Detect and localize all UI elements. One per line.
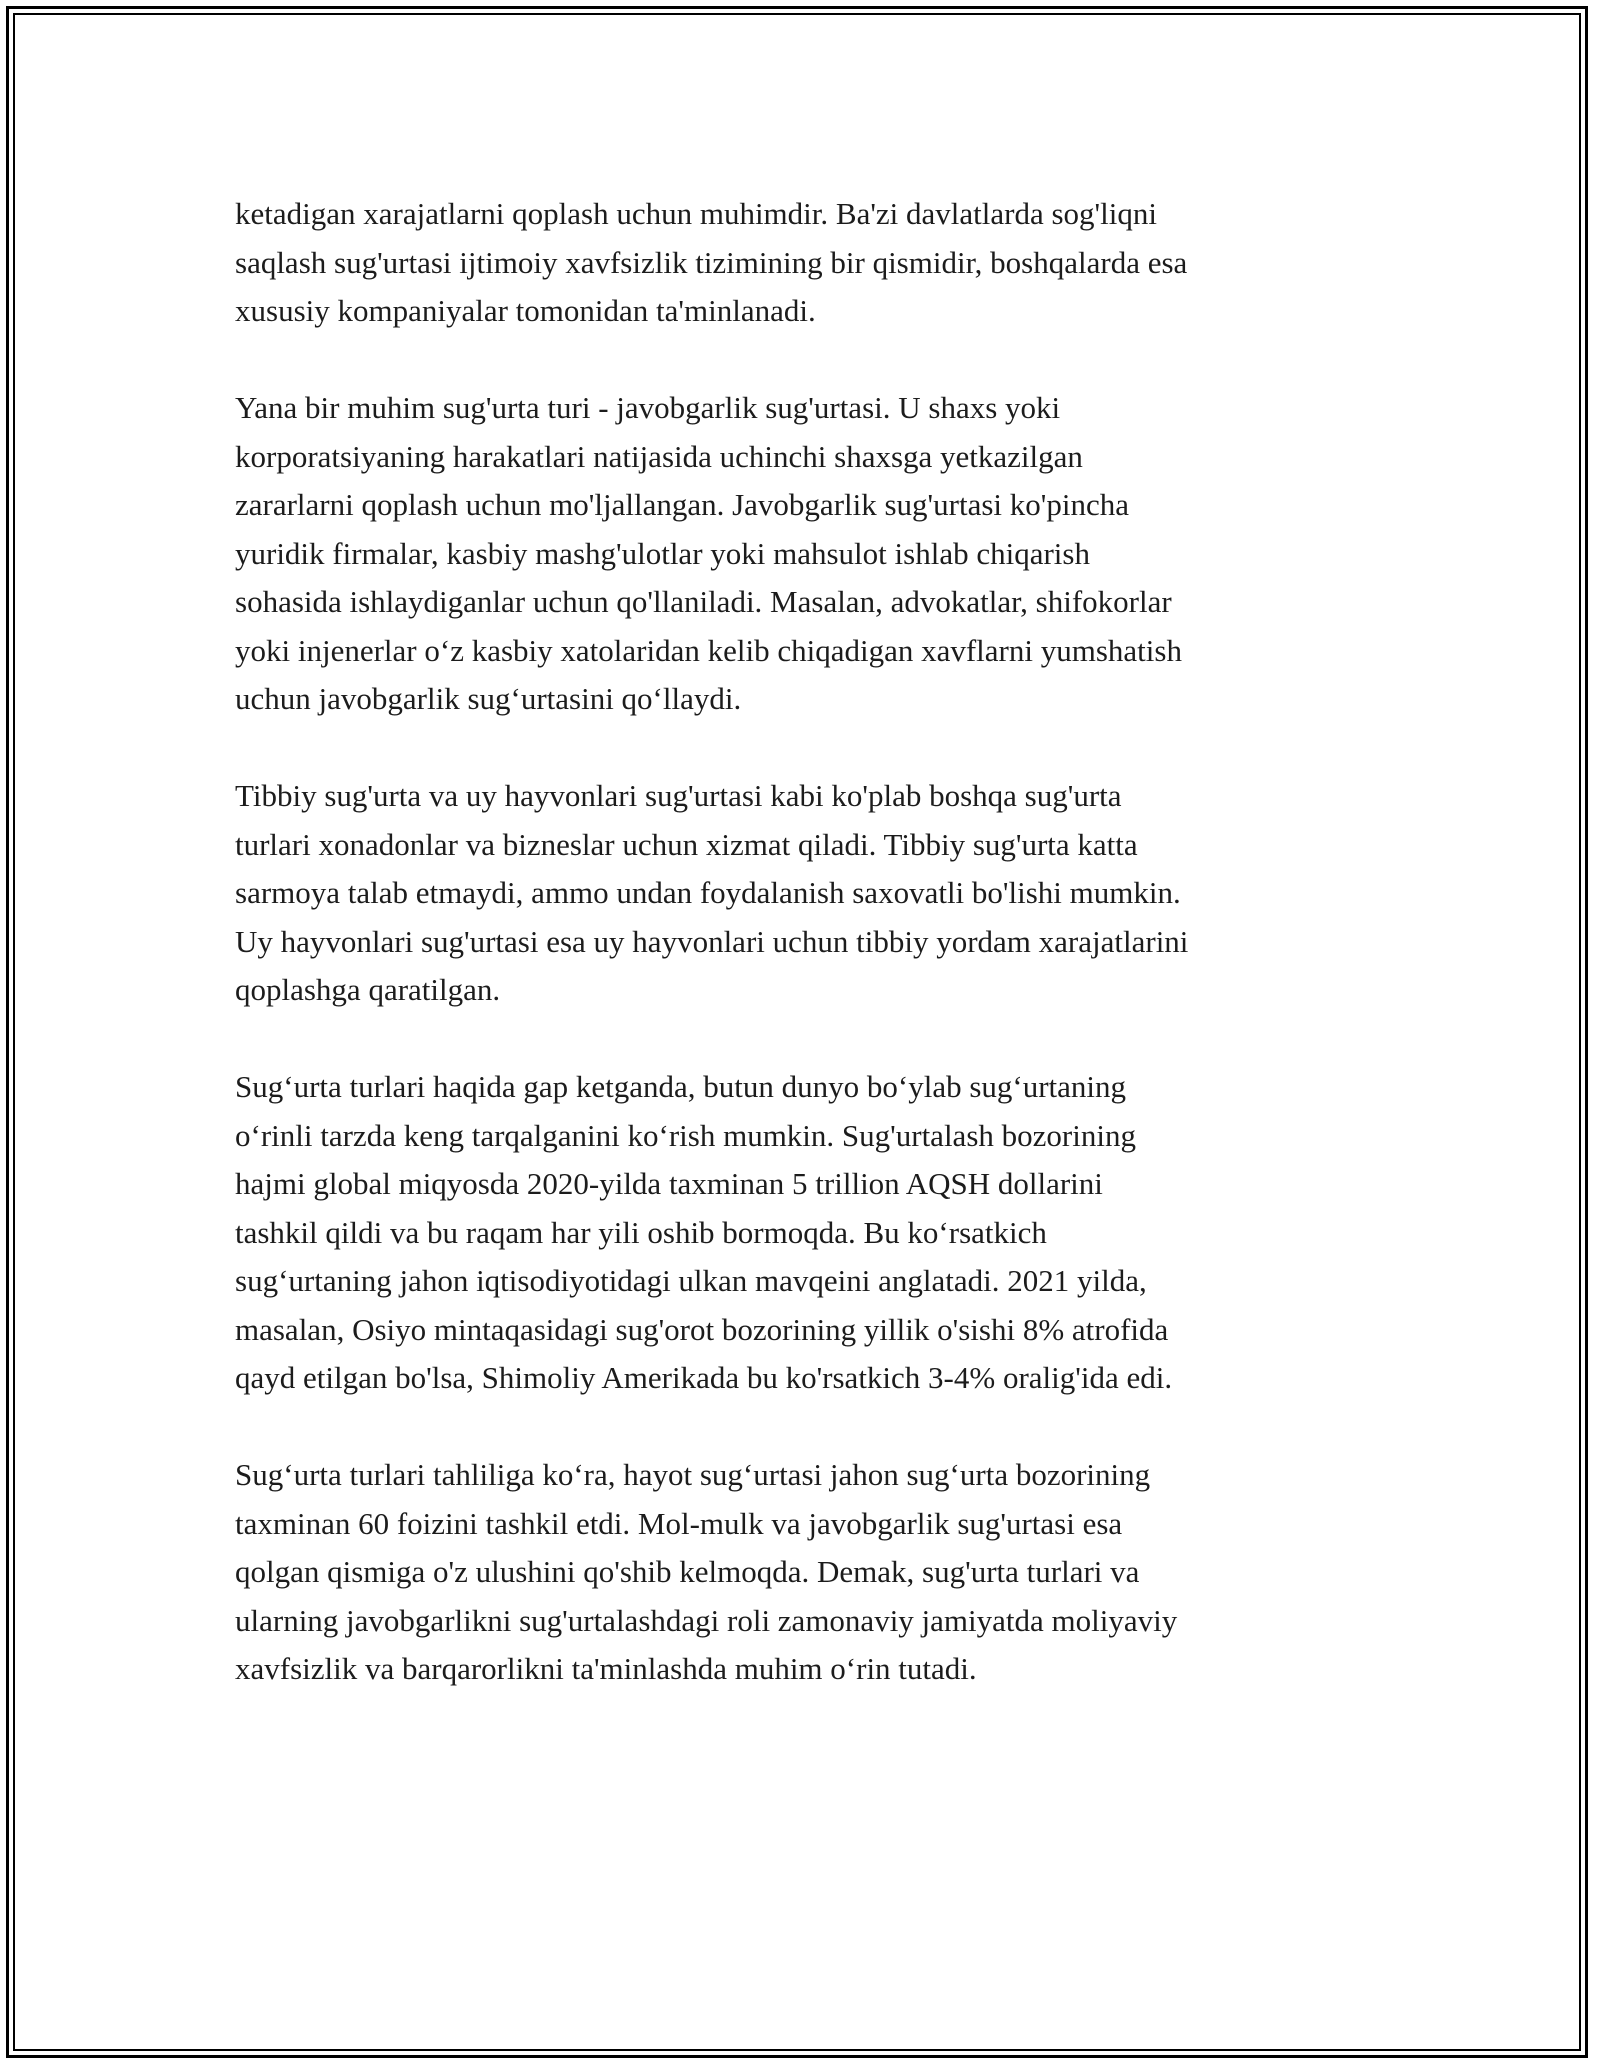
text-line: yoki injenerlar o‘z kasbiy xatolaridan kelib chiqadigan xavflarni yumshatish	[235, 632, 1182, 668]
paragraph-medical-pet-insurance	[235, 772, 1395, 1015]
text-line: tashkil qildi va bu raqam har yili oshib bormoqda. Bu ko‘rsatkich	[235, 1214, 1047, 1250]
text-line: masalan, Osiyo mintaqasidagi sug'orot bozorining yillik o'sishi 8% atrofida	[235, 1311, 1169, 1347]
text-line: sug‘urtaning jahon iqtisodiyotidagi ulkan mavqeini anglatadi. 2021 yilda,	[235, 1263, 1147, 1298]
paragraph-health-insurance-end	[235, 190, 1395, 336]
text-line: turlari xonadonlar va bizneslar uchun xizmat qiladi. Tibbiy sug'urta katta	[235, 826, 1138, 862]
text-line: Sug‘urta turlari haqida gap ketganda, butun dunyo bo‘ylab sug‘urtaning	[235, 1069, 1127, 1104]
text-line: ketadigan xarajatlarni qoplash uchun muhimdir. Ba'zi davlatlarda sog'liqni	[235, 196, 1157, 231]
text-line: qoplashga qaratilgan.	[235, 972, 501, 1007]
text-line: Tibbiy sug'urta va uy hayvonlari sug'urtasi kabi ko'plab boshqa sug'urta	[235, 778, 1122, 813]
text-line: qolgan qismiga o'z ulushini qo'shib kelmoqda. Demak, sug'urta turlari va	[235, 1554, 1140, 1589]
text-line: zararlarni qoplash uchun mo'ljallangan. Javobgarlik sug'urtasi ko'pincha	[235, 487, 1129, 522]
text-line: sohasida ishlaydiganlar uchun qo'llaniladi. Masalan, advokatlar, shifokorlar	[235, 584, 1172, 619]
text-line: hajmi global miqyosda 2020-yilda taxminan 5 trillion AQSH dollarini	[235, 1166, 1103, 1201]
text-line: taxminan 60 foizini tashkil etdi. Mol-mulk va javobgarlik sug'urtasi esa	[235, 1505, 1123, 1541]
text-line: ularning javobgarlikni sug'urtalashdagi roli zamonaviy jamiyatda moliyaviy	[235, 1602, 1178, 1638]
text-line: uchun javobgarlik sug‘urtasini qo‘llaydi.	[235, 681, 742, 716]
document-body	[235, 190, 1395, 1742]
text-line: xususiy kompaniyalar tomonidan ta'minlanadi.	[235, 293, 816, 328]
text-line: o‘rinli tarzda keng tarqalganini ko‘rish mumkin. Sug'urtalash bozorining	[235, 1117, 1136, 1153]
text-line: xavfsizlik va barqarorlikni ta'minlashda muhim o‘rin tutadi.	[235, 1651, 977, 1686]
paragraph-conclusion	[235, 1451, 1395, 1694]
text-line: yuridik firmalar, kasbiy mashg'ulotlar yoki mahsulot ishlab chiqarish	[235, 535, 1090, 571]
text-line: saqlash sug'urtasi ijtimoiy xavfsizlik tizimining bir qismidir, boshqalarda esa	[235, 244, 1188, 280]
text-line: Yana bir muhim sug'urta turi - javobgarlik sug'urtasi. U shaxs yoki	[235, 390, 1061, 425]
text-line: Uy hayvonlari sug'urtasi esa uy hayvonlari uchun tibbiy yordam xarajatlarini	[235, 923, 1189, 959]
text-line: Sug‘urta turlari tahliliga ko‘ra, hayot sug‘urtasi jahon sug‘urta bozorining	[235, 1457, 1151, 1492]
text-line: korporatsiyaning harakatlari natijasida uchinchi shaxsga yetkazilgan	[235, 438, 1083, 474]
text-line: sarmoya talab etmaydi, ammo undan foydalanish saxovatli bo'lishi mumkin.	[235, 875, 1181, 910]
paragraph-liability-insurance	[235, 384, 1395, 724]
paragraph-global-market	[235, 1063, 1395, 1403]
text-line: qayd etilgan bo'lsa, Shimoliy Amerikada bu ko'rsatkich 3-4% oralig'ida edi.	[235, 1360, 1173, 1395]
